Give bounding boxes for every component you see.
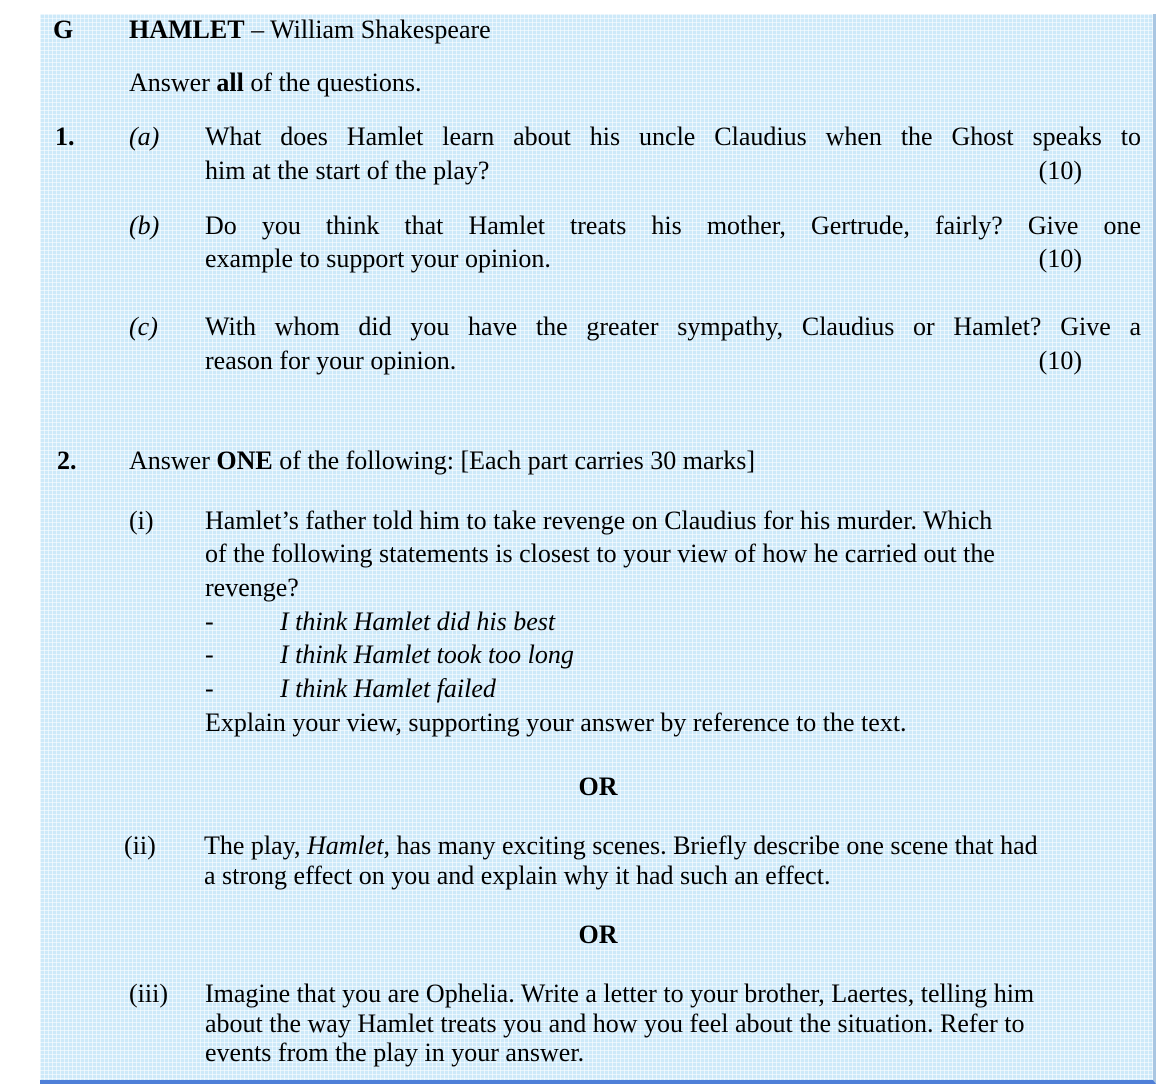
option-ii-line1 [204, 829, 1038, 862]
option-iii-line: events from the play in your answer. [205, 1038, 585, 1067]
part-c-label: (c) [129, 312, 158, 341]
question-2-number: 2. [57, 446, 77, 475]
play-title: HAMLET [129, 15, 245, 44]
part-a-marks: (10) [1038, 156, 1082, 185]
instruction-suffix: of the questions. [243, 68, 422, 97]
intro-prefix: Answer [129, 446, 217, 475]
option-i-line: of the following statements is closest to your view of how he carried out the [205, 539, 995, 568]
option-i-line: Hamlet’s father told him to take revenge on Claudius for his murder. Which [205, 506, 993, 535]
part-b-line1: Do you think that Hamlet treats his mother, Gertrude, fairly? Give one [205, 211, 1141, 240]
instruction-prefix: Answer [129, 68, 217, 97]
question-2-intro [129, 444, 755, 477]
bullet-text: I think Hamlet did his best [280, 607, 556, 636]
author-name: William Shakespeare [270, 15, 491, 44]
option-ii-label: (ii) [124, 831, 156, 860]
play-title-italic: Hamlet [307, 831, 384, 860]
intro-bold: ONE [216, 446, 273, 475]
part-b-line2: example to support your opinion. [205, 244, 551, 273]
option-ii-prefix: The play, [204, 831, 307, 860]
option-i-closing: Explain your view, supporting your answer by reference to the text. [205, 708, 907, 737]
part-b-marks: (10) [1038, 244, 1082, 273]
question-1-number: 1. [55, 122, 75, 151]
option-iii-line: Imagine that you are Ophelia. Write a letter to your brother, Laertes, telling him [205, 979, 1035, 1008]
option-ii-line2: a strong effect on you and explain why it had such an effect. [204, 861, 831, 890]
section-title [129, 13, 491, 46]
part-c-line2: reason for your opinion. [205, 346, 457, 375]
part-a-label: (a) [129, 122, 160, 151]
bullet-text: I think Hamlet took too long [280, 640, 574, 669]
or-separator: OR [578, 920, 618, 949]
part-c-marks: (10) [1038, 346, 1082, 375]
option-ii-suffix: , has many exciting scenes. Briefly describe one scene that had [383, 831, 1038, 860]
bullet-dash: - [205, 607, 214, 636]
part-a-line2: him at the start of the play? [205, 156, 490, 185]
option-iii-line: about the way Hamlet treats you and how you feel about the situation. Refer to [205, 1009, 1025, 1038]
part-a-line1: What does Hamlet learn about his uncle Claudius when the Ghost speaks to [205, 122, 1141, 151]
instruction-bold: all [216, 68, 244, 97]
or-separator: OR [578, 772, 618, 801]
part-c-line1: With whom did you have the greater sympathy, Claudius or Hamlet? Give a [205, 312, 1141, 341]
option-i-line: revenge? [205, 573, 299, 602]
section-letter: G [53, 15, 74, 44]
bullet-dash: - [205, 640, 214, 669]
title-dash: – [244, 15, 271, 44]
option-iii-label: (iii) [129, 979, 168, 1008]
option-i-label: (i) [129, 506, 154, 535]
part-b-label: (b) [129, 211, 160, 240]
instruction-line [129, 66, 421, 99]
intro-suffix: of the following: [Each part carries 30 marks] [272, 446, 755, 475]
bullet-dash: - [205, 674, 214, 703]
bullet-text: I think Hamlet failed [280, 674, 496, 703]
